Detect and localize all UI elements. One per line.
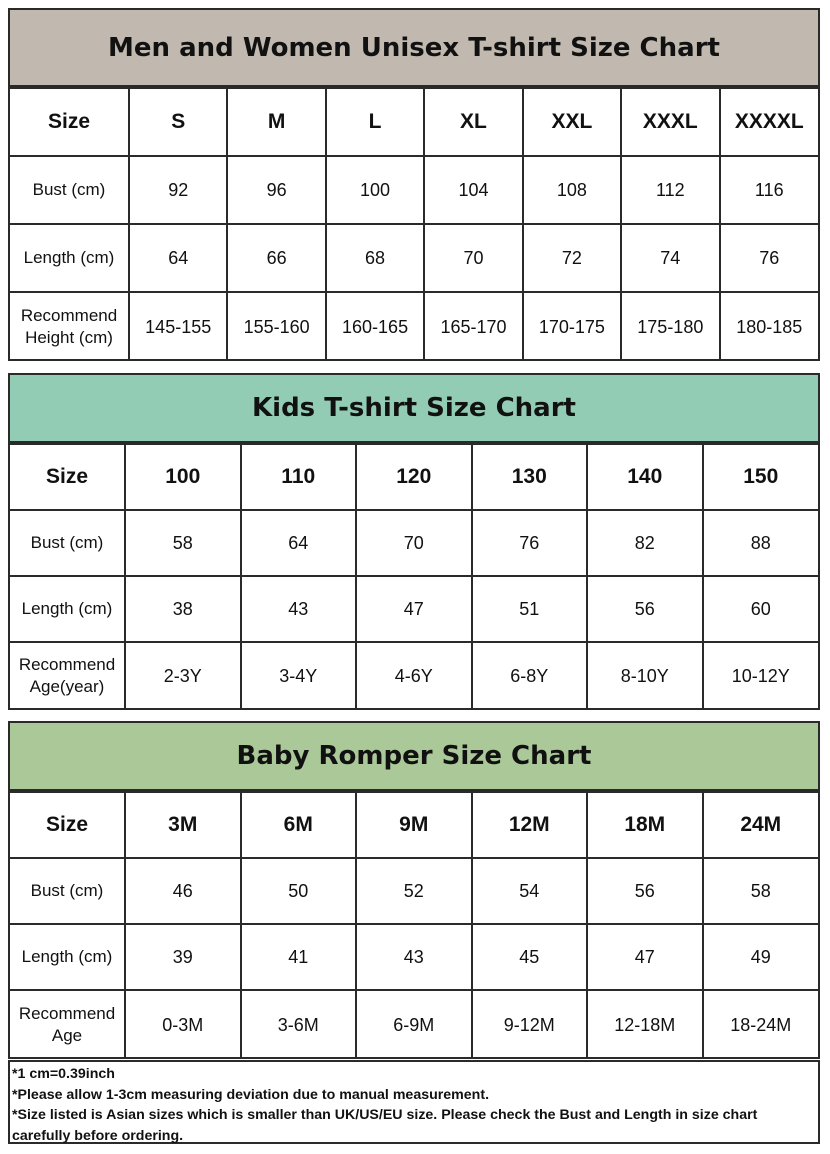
table-header-row [10,88,818,156]
row-label-line: Recommend [20,305,118,325]
size-column-header: 9M [356,792,472,858]
table-cell: 6-8Y [472,642,588,709]
table-cell: 18-24M [703,990,819,1058]
size-column-header: XXXXL [720,88,818,156]
table-cell: 51 [472,576,588,642]
table-row [10,924,818,990]
size-label: Size [10,792,125,858]
table-cell: 70 [424,224,522,292]
size-column-header: 120 [356,444,472,510]
table-cell: 64 [129,224,227,292]
size-column-header: 6M [241,792,357,858]
table-cell: 4-6Y [356,642,472,709]
row-label: Bust (cm) [10,156,129,224]
table-cell: 92 [129,156,227,224]
table-cell: 47 [587,924,703,990]
table-cell: 43 [356,924,472,990]
size-column-header: 130 [472,444,588,510]
table-cell: 6-9M [356,990,472,1058]
table-cell: 56 [587,576,703,642]
table-cell: 43 [241,576,357,642]
table-cell: 155-160 [227,292,325,360]
size-column-header: XXL [523,88,621,156]
row-label [10,642,125,709]
row-label [10,292,129,360]
adult-size-table [10,87,818,360]
table-cell: 39 [125,924,241,990]
table-row [10,224,818,292]
table-cell: 88 [703,510,819,576]
baby-size-table [10,791,818,1058]
size-column-header: 100 [125,444,241,510]
table-cell: 96 [227,156,325,224]
table-cell: 0-3M [125,990,241,1058]
row-label: Length (cm) [10,576,125,642]
size-column-header: M [227,88,325,156]
adult-chart-title: Men and Women Unisex T-shirt Size Chart [10,10,818,87]
table-cell: 116 [720,156,818,224]
row-label-line: Recommend [18,1003,116,1023]
table-cell: 112 [621,156,719,224]
table-row [10,858,818,924]
row-label [10,990,125,1058]
table-header-row [10,444,818,510]
table-cell: 47 [356,576,472,642]
table-cell: 76 [472,510,588,576]
baby-chart-title: Baby Romper Size Chart [10,723,818,791]
size-notes [8,1060,820,1144]
table-row [10,510,818,576]
table-cell: 60 [703,576,819,642]
table-row [10,642,818,709]
note-line: *Please allow 1-3cm measuring deviation due to manual measurement. [12,1086,490,1103]
table-cell: 160-165 [326,292,424,360]
table-cell: 3-6M [241,990,357,1058]
table-cell: 66 [227,224,325,292]
table-cell: 41 [241,924,357,990]
table-cell: 49 [703,924,819,990]
table-cell: 100 [326,156,424,224]
table-row [10,990,818,1058]
table-cell: 58 [125,510,241,576]
table-cell: 45 [472,924,588,990]
adult-size-chart [8,8,820,361]
table-cell: 8-10Y [587,642,703,709]
baby-size-chart [8,721,820,1059]
size-column-header: XXXL [621,88,719,156]
size-column-header: 110 [241,444,357,510]
table-cell: 38 [125,576,241,642]
kids-chart-title: Kids T-shirt Size Chart [10,375,818,443]
table-cell: 3-4Y [241,642,357,709]
table-cell: 175-180 [621,292,719,360]
table-cell: 46 [125,858,241,924]
table-row [10,156,818,224]
note-line: *1 cm=0.39inch [12,1066,115,1082]
note-line: carefully before ordering. [12,1127,184,1144]
table-cell: 170-175 [523,292,621,360]
table-cell: 64 [241,510,357,576]
table-cell: 9-12M [472,990,588,1058]
row-label: Length (cm) [10,924,125,990]
table-cell: 74 [621,224,719,292]
table-cell: 82 [587,510,703,576]
table-cell: 104 [424,156,522,224]
note-line: *Size listed is Asian sizes which is smaller than UK/US/EU size. Please check the Bust and Length in size chart [12,1107,758,1123]
row-label: Bust (cm) [10,510,125,576]
size-label: Size [10,88,129,156]
table-cell: 2-3Y [125,642,241,709]
table-cell: 72 [523,224,621,292]
table-row [10,576,818,642]
table-cell: 56 [587,858,703,924]
size-column-header: 150 [703,444,819,510]
table-cell: 108 [523,156,621,224]
size-column-header: 12M [472,792,588,858]
row-label-line: Age(year) [29,677,105,696]
table-cell: 68 [326,224,424,292]
size-column-header: 140 [587,444,703,510]
size-column-header: 3M [125,792,241,858]
table-cell: 76 [720,224,818,292]
size-column-header: 24M [703,792,819,858]
table-cell: 145-155 [129,292,227,360]
size-column-header: 18M [587,792,703,858]
size-column-header: XL [424,88,522,156]
row-label-line: Recommend [18,655,116,674]
table-cell: 12-18M [587,990,703,1058]
table-cell: 180-185 [720,292,818,360]
table-cell: 52 [356,858,472,924]
table-header-row [10,792,818,858]
table-cell: 58 [703,858,819,924]
size-column-header: S [129,88,227,156]
row-label-line: Height (cm) [25,327,113,347]
table-cell: 70 [356,510,472,576]
table-cell: 54 [472,858,588,924]
size-column-header: L [326,88,424,156]
table-row [10,292,818,360]
kids-size-table [10,443,818,709]
table-cell: 50 [241,858,357,924]
row-label-line: Age [51,1025,83,1045]
table-cell: 10-12Y [703,642,819,709]
kids-size-chart [8,373,820,710]
size-label: Size [10,444,125,510]
row-label: Bust (cm) [10,858,125,924]
table-cell: 165-170 [424,292,522,360]
row-label: Length (cm) [10,224,129,292]
